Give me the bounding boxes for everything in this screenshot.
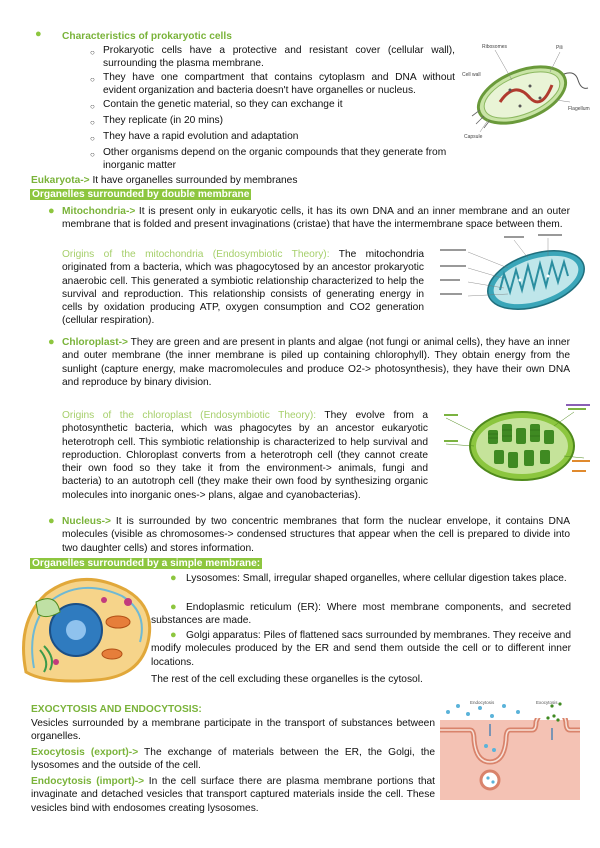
diagram-label: Flagellum bbox=[568, 106, 590, 112]
chloroplast-origin-label: Origins of the chloroplast (Endosymbiotic Theory): bbox=[62, 410, 317, 421]
simple-membrane-closing: The rest of the cell excluding these organelles is the cytosol. bbox=[151, 674, 423, 685]
bullet-icon: ● bbox=[170, 601, 177, 613]
prokaryotic-item: They have a rapid evolution and adaptation bbox=[103, 131, 299, 142]
mitochondria-origin-text: The mitochondria originated from a bacteria, which was phagocytosed by an ancestor prokaryotic anaerobic cell. This generated a symbiotic relationship characterized to help the survival and reproduction. This relationship consists of generating energy in cells by oxidation producing ATP, oxygen consumption and CO2 generation (cellular respiration). bbox=[62, 249, 425, 327]
mitochondria-origin bbox=[62, 248, 424, 328]
prokaryotic-cell-illustration bbox=[460, 40, 592, 140]
diagram-label: Exocytosis bbox=[536, 700, 558, 705]
mitochondria-origin-label: Origins of the mitochondria (Endosymbiotic Theory): bbox=[62, 249, 330, 260]
diagram-label: Pili bbox=[556, 45, 563, 51]
chloroplast-term: Chloroplast-> bbox=[62, 337, 128, 348]
bullet-icon: ● bbox=[35, 28, 42, 40]
bullet-icon: ● bbox=[48, 205, 55, 217]
prokaryotic-item: They replicate (in 20 mins) bbox=[103, 115, 224, 126]
circle-bullet-icon: ○ bbox=[90, 134, 95, 143]
nucleus-text: It is surrounded by two concentric membranes that form the nuclear envelope, it contains DNA molecules (visible as chromosomes-> condensed structures that appear when the cell is prepared to divide into two daughter cells) and stores information. bbox=[62, 516, 570, 554]
simple-membrane-heading: Organelles surrounded by a simple membrane: bbox=[32, 558, 261, 569]
circle-bullet-icon: ○ bbox=[90, 118, 95, 127]
prokaryotic-item: Prokaryotic cells have a protective and resistant cover (cellular wall), surrounding the plasma membrane. bbox=[103, 45, 455, 70]
simple-membrane-item: Lysosomes: Small, irregular shaped organelles, where cellular digestion takes place. bbox=[186, 573, 567, 584]
mitochondria-text: It is present only in eukaryotic cells, it has its own DNA and an inner membrane and an outer membrane that is folded and present invaginations (cristae) that have the intermembrane space between them. bbox=[62, 206, 570, 231]
double-membrane-heading: Organelles surrounded by double membrane bbox=[32, 189, 250, 200]
diagram-label: Cell wall bbox=[462, 72, 481, 78]
simple-membrane-item: Endoplasmic reticulum (ER): Where most membrane components, and secreted substances are made. bbox=[151, 602, 571, 627]
endocytosis-text: In the cell surface there are plasma membrane portions that invaginate and detached vesicles that transport captured materials inside the cell. These vesicles bind with endosomes creating lysosomes. bbox=[31, 776, 435, 814]
circle-bullet-icon: ○ bbox=[90, 48, 95, 57]
exo-endocytosis-illustration bbox=[440, 700, 580, 800]
eukaryota-term: Eukaryota-> bbox=[31, 175, 90, 186]
exocytosis-term: Exocytosis (export)-> bbox=[31, 747, 139, 758]
prokaryotic-title: Characteristics of prokaryotic cells bbox=[62, 31, 232, 42]
eukaryota-line bbox=[31, 174, 297, 187]
eukaryota-text: It have organelles surrounded by membranes bbox=[89, 175, 298, 186]
chloroplast-origin-text: They evolve from a photosynthetic bacteria, which was phagocytes by an ancestor eukaryotic heterotroph cell. This symbiotic relationship is characterized to help survival and reproduction. Chloroplast converts from a heterotroph cell (they cannot create their own food so they take it from the environment-> animals, fungi and bacteria) to an autotroph cell (they make their own food by synthesizing organic molecules into inorganic ones-> plans, algae and cyanobacterias). bbox=[62, 410, 428, 501]
mitochondria-term: Mitochondria-> bbox=[62, 206, 136, 217]
endocytosis-term: Endocytosis (import)-> bbox=[31, 776, 145, 787]
mitochondria-paragraph bbox=[62, 205, 570, 232]
circle-bullet-icon: ○ bbox=[90, 150, 95, 159]
bullet-icon: ● bbox=[48, 515, 55, 527]
chloroplast-paragraph bbox=[62, 336, 570, 389]
prokaryotic-item: Contain the genetic material, so they can exchange it bbox=[103, 99, 343, 110]
chloroplast-origin bbox=[62, 409, 428, 502]
eukaryotic-cell-illustration bbox=[16, 572, 156, 684]
nucleus-term: Nucleus-> bbox=[62, 516, 111, 527]
diagram-label: Capsule bbox=[464, 134, 483, 140]
diagram-label: Ribosomes bbox=[482, 44, 508, 50]
prokaryotic-item: Other organisms depend on the organic compounds that they generate from inorganic matter bbox=[103, 147, 447, 172]
exo-endo-intro: Vesicles surrounded by a membrane participate in the transport of substances between organelles. bbox=[31, 718, 435, 743]
exo-endo-heading: EXOCYTOSIS AND ENDOCYTOSIS: bbox=[31, 704, 202, 715]
exocytosis-paragraph bbox=[31, 746, 435, 773]
circle-bullet-icon: ○ bbox=[90, 75, 95, 84]
chloroplast-illustration bbox=[444, 398, 594, 488]
bullet-icon: ● bbox=[170, 629, 177, 641]
chloroplast-text: They are green and are present in plants and algae (not fungi or animal cells), they have an inner and outer membrane (the inner membrane is piled up containing chlorophyll). They obtain energy from the sunlight (capture energy, make macromolecules and produce O2-> photosynthesis), they have their own DNA and reproduce by binary division. bbox=[62, 337, 570, 388]
prokaryotic-item: They have one compartment that contains cytoplasm and DNA without evident organization and bacteria doesn't have organelles or nucleus. bbox=[103, 72, 455, 97]
simple-membrane-item: Golgi apparatus: Piles of flattened sacs surrounded by membranes. They receive and modify molecules produced by the ER and send them outside the cell or to different inner locations. bbox=[151, 630, 571, 668]
bullet-icon: ● bbox=[48, 336, 55, 348]
circle-bullet-icon: ○ bbox=[90, 102, 95, 111]
bullet-icon: ● bbox=[170, 572, 177, 584]
diagram-label: Endocytosis bbox=[470, 700, 495, 705]
mitochondria-illustration bbox=[438, 232, 588, 314]
exocytosis-text: The exchange of materials between the ER, the Golgi, the lysosomes and the outside of the cell. bbox=[31, 747, 436, 772]
endocytosis-paragraph bbox=[31, 775, 435, 815]
nucleus-paragraph bbox=[62, 515, 570, 555]
